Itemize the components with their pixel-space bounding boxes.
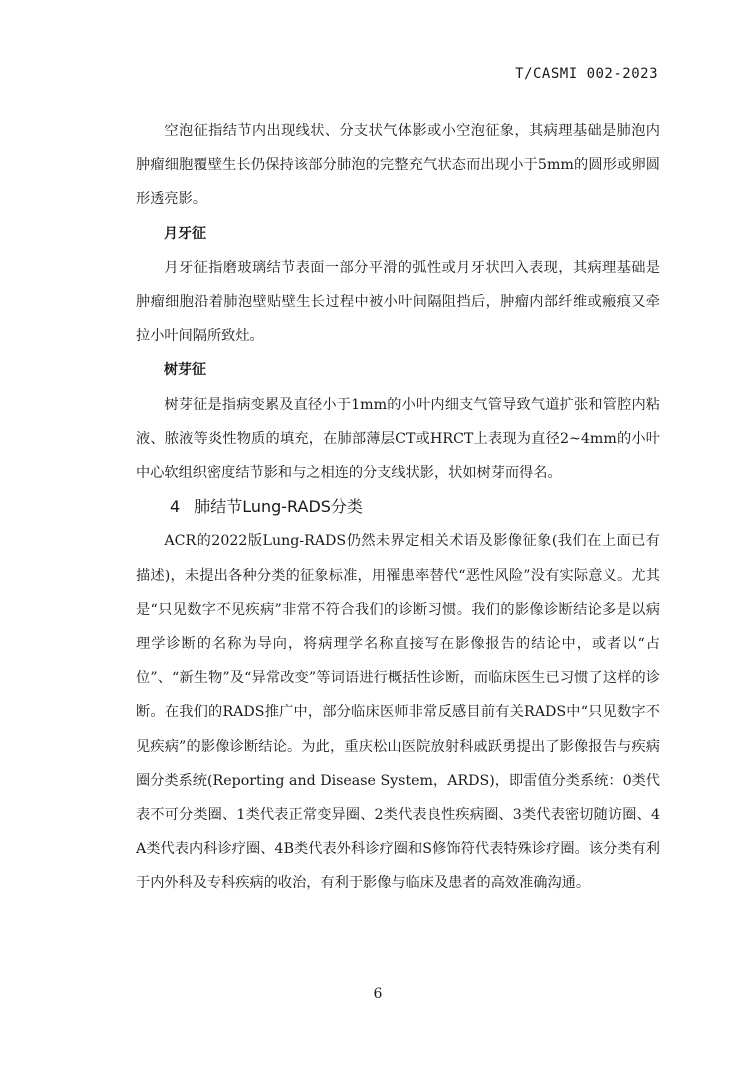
subheading-crescent-sign: 月牙征 bbox=[164, 225, 206, 242]
paragraph-air-bronchogram: 空泡征指结节内出现线状、分支状气体影或小空泡征象，其病理基础是肺泡内肿瘤细胞覆壁生长仍保持该部分肺泡的完整充气状态而出现小于5mm的圆形或卵圆形透亮影。 bbox=[136, 123, 660, 208]
page-number: 6 bbox=[373, 986, 383, 1002]
section-title: 肺结节Lung-RADS分类 bbox=[194, 497, 363, 517]
subheading-tree-in-bud: 树芽征 bbox=[164, 362, 206, 379]
paragraph-lung-rads: ACR的2022版Lung-RADS仍然未界定相关术语及影像征象(我们在上面已有描述)，未提出各种分类的征象标准，用罹患率替代“恶性风险”没有实际意义。尤其是“只见数字不见疾病”非常不符合我们的诊断习惯。我们的影像诊断结论多是以病理学诊断的名称为导向，将病理学名称直接写在影像报告的结论中，或者以“占位”、“新生物”及“异常改变”等词语进行概括性诊断，而临床医生已习惯了这样的诊断。在我们的RADS推广中，部分临床医师非常反感目前有关RADS中“只见数字不见疾病”的影像诊断结论。为此，重庆松山医院放射科戚跃勇提出了影像报告与疾病圈分类系统(Reporting and Disease System，ARDS)，即雷值分类系统：0类代表不可分类圈、1类代表正常变异圈、2类代表良性疾病圈、3类代表密切随访圈、4A类代表内科诊疗圈、4B类代表外科诊疗圈和S修饰符代表特殊诊疗圈。该分类有利于内外科及专科疾病的收治，有利于影像与临床及患者的高效准确沟通。 bbox=[136, 533, 660, 892]
paragraph-crescent-sign: 月牙征指磨玻璃结节表面一部分平滑的弧性或月牙状凹入表现，其病理基础是肿瘤细胞沿着肺泡壁贴壁生长过程中被小叶间隔阻挡后，肿瘤内部纤维或瘢痕又牵拉小叶间隔所致灶。 bbox=[136, 259, 660, 345]
body-content bbox=[136, 114, 660, 901]
section-heading bbox=[136, 490, 660, 524]
standard-code: T/CASMI 002-2023 bbox=[515, 66, 658, 82]
section-number: 4 bbox=[170, 497, 181, 517]
paragraph-tree-in-bud: 树芽征是指病变累及直径小于1mm的小叶内细支气管导致气道扩张和管腔内粘液、脓液等炎性物质的填充，在肺部薄层CT或HRCT上表现为直径2~4mm的小叶中心软组织密度结节影和与之相连的分支线状影，状如树芽而得名。 bbox=[136, 396, 660, 482]
